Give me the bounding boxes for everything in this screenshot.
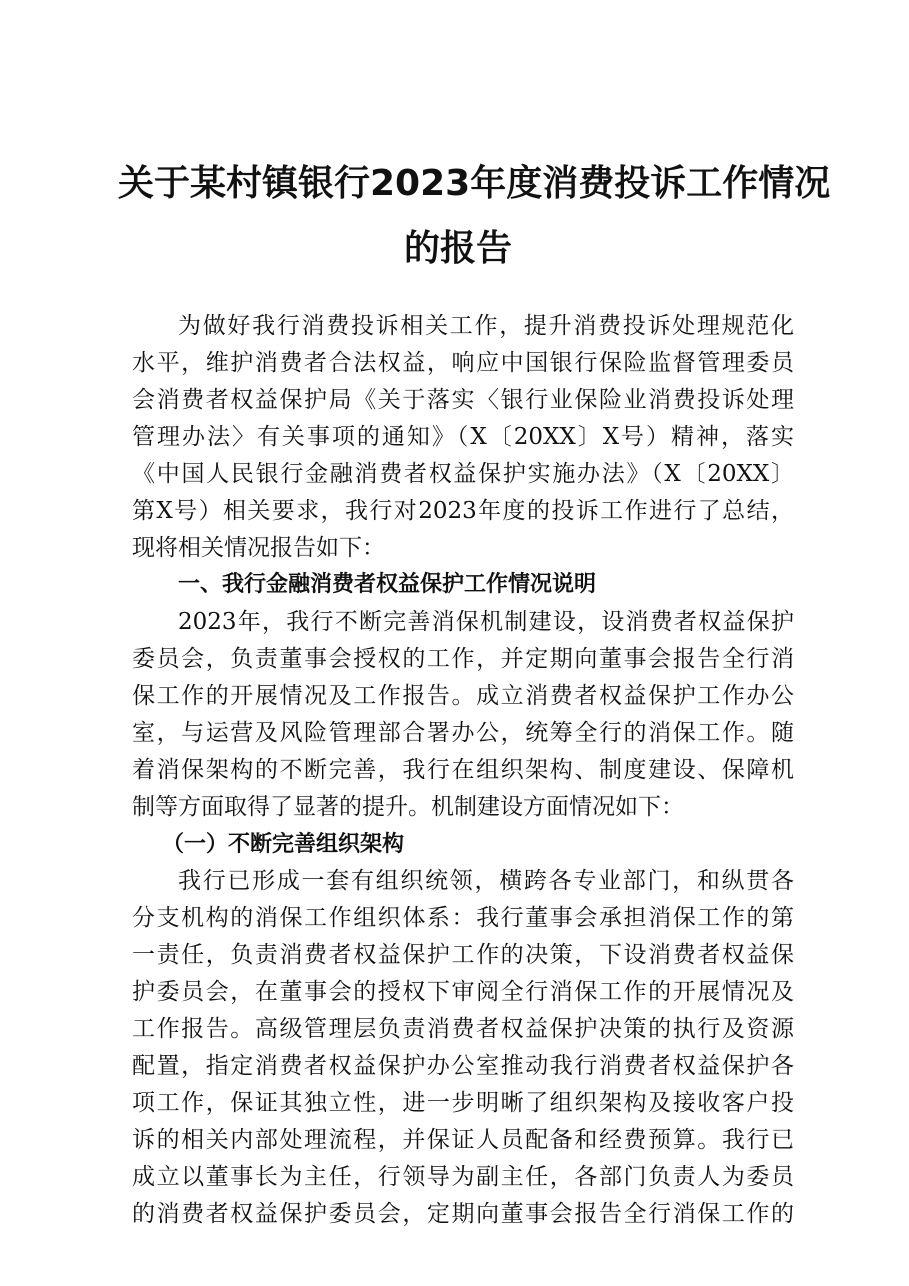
document-title-line-1: 关于某村镇银行2023年度消费投诉工作情况 [118,163,831,204]
subsection1-line: 工作报告。高级管理层负责消费者权益保护决策的执行及资源 [132,1016,794,1042]
section1-line: 2023年，我行不断完善消保机制建设，设消费者权益保护 [178,609,794,635]
intro-line: 第X号）相关要求，我行对2023年度的投诉工作进行了总结， [132,498,794,524]
intro-line: 水平，维护消费者合法权益，响应中国银行保险监督管理委员 [132,350,794,376]
section1-line: 制等方面取得了显著的提升。机制建设方面情况如下： [132,794,684,820]
subsection1-line: 项工作，保证其独立性，进一步明晰了组织架构及接收客户投 [132,1090,794,1116]
section-heading: 一、我行金融消费者权益保护工作情况说明 [178,572,597,597]
subsection1-line: 分支机构的消保工作组织体系：我行董事会承担消保工作的第 [132,905,794,931]
subsection1-line: 的消费者权益保护委员会，定期向董事会报告全行消保工作的 [132,1201,794,1227]
section1-line: 着消保架构的不断完善，我行在组织架构、制度建设、保障机 [132,757,794,783]
section1-line: 保工作的开展情况及工作报告。成立消费者权益保护工作办公 [132,683,794,709]
intro-line: 管理办法〉有关事项的通知》（X〔20XX〕X号）精神，落实 [132,424,794,450]
intro-line: 会消费者权益保护局《关于落实〈银行业保险业消费投诉处理 [132,387,794,413]
intro-line: 《中国人民银行金融消费者权益保护实施办法》（X〔20XX〕 [132,461,794,487]
section1-line: 委员会，负责董事会授权的工作，并定期向董事会报告全行消 [132,646,794,672]
intro-line: 为做好我行消费投诉相关工作，提升消费投诉处理规范化 [178,313,794,339]
intro-line: 现将相关情况报告如下： [132,535,385,561]
document-title-line-2: 的报告 [403,228,512,269]
subsection1-line: 一责任，负责消费者权益保护工作的决策，下设消费者权益保 [132,942,794,968]
subsection1-line: 护委员会，在董事会的授权下审阅全行消保工作的开展情况及 [132,979,794,1005]
subsection-heading: （一）不断完善组织架构 [162,831,405,857]
subsection1-line: 成立以董事长为主任，行领导为副主任，各部门负责人为委员 [132,1164,794,1190]
subsection1-line: 诉的相关内部处理流程，并保证人员配备和经费预算。我行已 [132,1127,794,1153]
section1-line: 室，与运营及风险管理部合署办公，统筹全行的消保工作。随 [132,720,794,746]
subsection1-line: 配置，指定消费者权益保护办公室推动我行消费者权益保护各 [132,1053,794,1079]
subsection1-line: 我行已形成一套有组织统领，横跨各专业部门，和纵贯各 [178,868,794,894]
